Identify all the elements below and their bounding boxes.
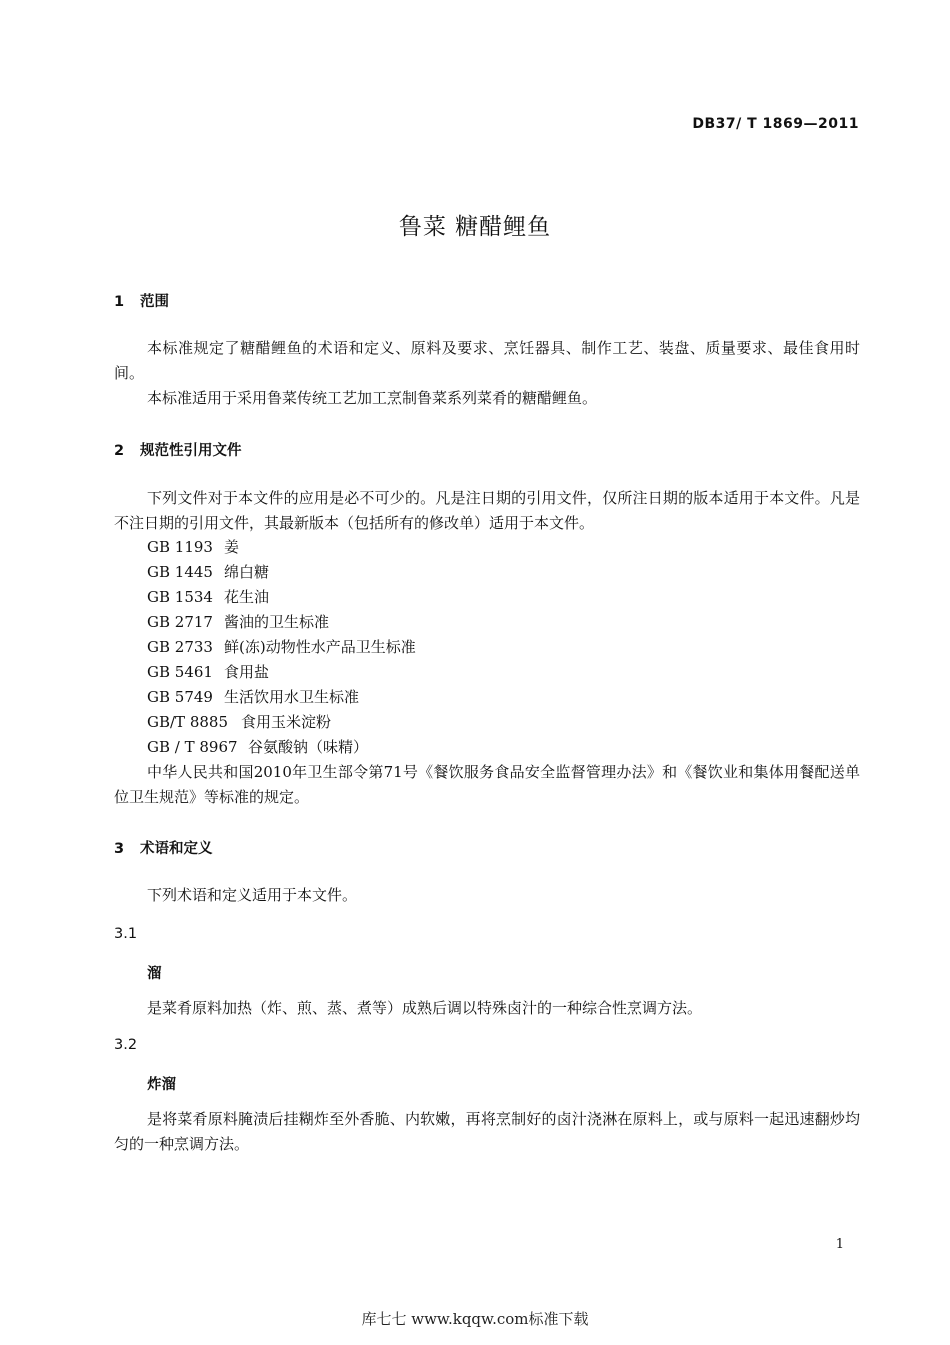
- section-title: 术语和定义: [140, 841, 213, 857]
- reference-code: GB 1445: [147, 563, 213, 581]
- term-name: 溜: [147, 966, 162, 982]
- reference-item: [147, 635, 416, 660]
- document-title: 鲁菜 糖醋鲤鱼: [398, 214, 552, 240]
- footer-watermark: 库七七 www.kqqw.com标准下载: [361, 1310, 589, 1328]
- section-1-heading: [114, 290, 169, 311]
- standard-code: DB37/ T 1869—2011: [692, 116, 859, 132]
- reference-item: [147, 585, 269, 610]
- section-number: 3: [114, 841, 125, 857]
- term-number: 3.2: [114, 1037, 138, 1053]
- reference-title: 食用玉米淀粉: [241, 713, 332, 731]
- reference-code: GB/T 8885: [147, 713, 229, 731]
- terms-intro: 下列术语和定义适用于本文件。: [147, 886, 358, 904]
- section-2-heading: [114, 439, 242, 460]
- reference-item: [147, 535, 239, 560]
- reference-code: GB / T 8967: [147, 738, 238, 756]
- reference-code: GB 5461: [147, 663, 213, 681]
- reference-title: 生活饮用水卫生标准: [224, 688, 360, 706]
- section-3-heading: [114, 837, 213, 858]
- reference-item: [147, 685, 359, 710]
- reference-code: GB 1193: [147, 538, 213, 556]
- reference-title: 酱油的卫生标准: [224, 613, 330, 631]
- term-number: 3.1: [114, 926, 138, 942]
- reference-title: 绵白糖: [224, 563, 270, 581]
- scope-paragraph-1: 本标准规定了糖醋鲤鱼的术语和定义、原料及要求、烹饪器具、制作工艺、装盘、质量要求、最佳食用时间。: [114, 339, 860, 382]
- reference-item: [147, 560, 269, 585]
- page-number: 1: [835, 1237, 844, 1252]
- reference-code: GB 2733: [147, 638, 213, 656]
- reference-title: 谷氨酸钠（味精）: [248, 738, 369, 756]
- section-title: 范围: [140, 294, 169, 310]
- reference-item: [147, 610, 329, 635]
- reference-item: [147, 660, 269, 685]
- reference-code: GB 5749: [147, 688, 213, 706]
- scope-paragraph-2: 本标准适用于采用鲁菜传统工艺加工烹制鲁菜系列菜肴的糖醋鲤鱼。: [147, 389, 598, 407]
- reference-code: GB 2717: [147, 613, 213, 631]
- section-number: 1: [114, 294, 125, 310]
- section-number: 2: [114, 443, 125, 459]
- reference-title: 鲜(冻)动物性水产品卫生标准: [224, 638, 416, 656]
- reference-title: 食用盐: [224, 663, 270, 681]
- regulation-paragraph: 中华人民共和国2010年卫生部令第71号《餐饮服务食品安全监督管理办法》和《餐饮业和集体用餐配送单位卫生规范》等标准的规定。: [114, 763, 860, 806]
- reference-item: [147, 710, 331, 735]
- term-definition: 是将菜肴原料腌渍后挂糊炸至外香脆、内软嫩，再将烹制好的卤汁浇淋在原料上，或与原料一起迅速翻炒均匀的一种烹调方法。: [114, 1110, 860, 1153]
- reference-title: 姜: [224, 538, 240, 556]
- term-name: 炸溜: [147, 1077, 176, 1093]
- term-definition: 是菜肴原料加热（炸、煎、蒸、煮等）成熟后调以特殊卤汁的一种综合性烹调方法。: [147, 999, 703, 1017]
- normative-intro: 下列文件对于本文件的应用是必不可少的。凡是注日期的引用文件，仅所注日期的版本适用于本文件。凡是不注日期的引用文件，其最新版本（包括所有的修改单）适用于本文件。: [114, 489, 860, 532]
- reference-title: 花生油: [224, 588, 270, 606]
- reference-item: [147, 735, 368, 760]
- reference-code: GB 1534: [147, 588, 213, 606]
- section-title: 规范性引用文件: [140, 443, 242, 459]
